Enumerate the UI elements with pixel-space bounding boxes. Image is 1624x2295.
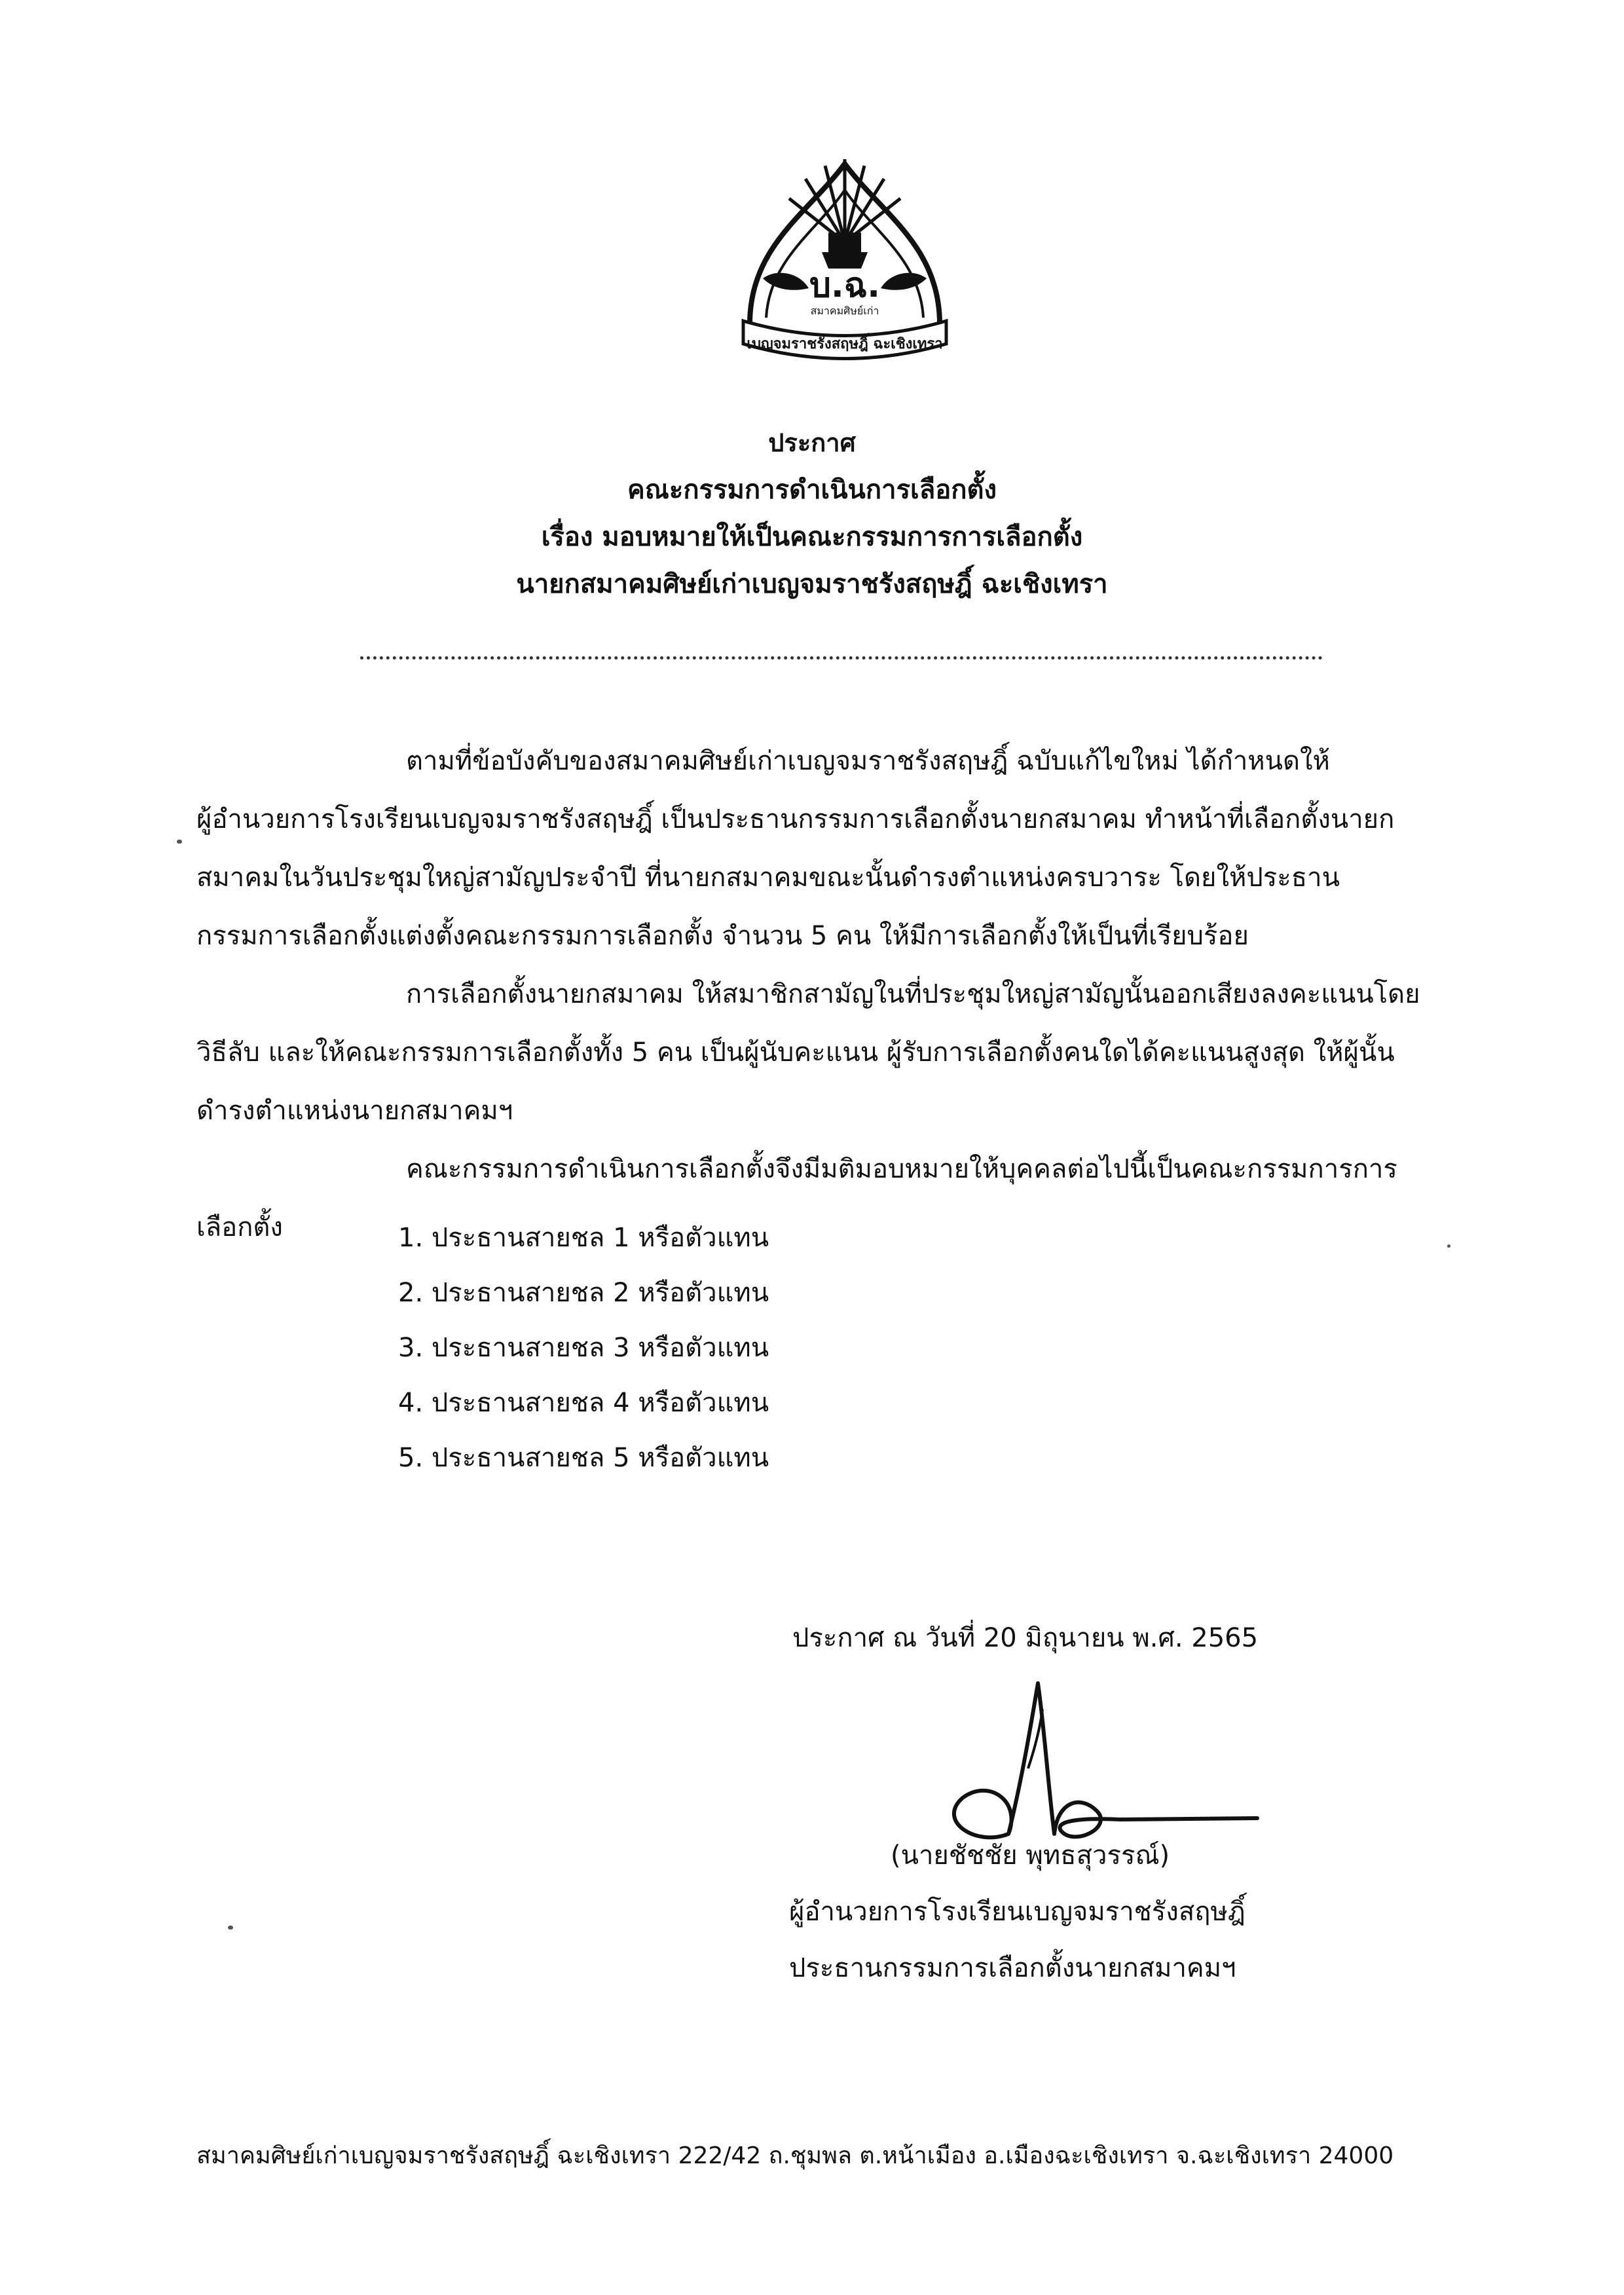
paragraph-1-line-1: ตามที่ข้อบังคับของสมาคมศิษย์เก่าเบญจมราชรังสฤษฎิ์ ฉบับแก้ไขใหม่ ได้กำหนดให้ bbox=[406, 746, 1330, 776]
position-title: นายกสมาคมศิษย์เก่าเบญจมราชรังสฤษฎิ์ ฉะเชิงเทรา bbox=[516, 569, 1108, 599]
signatory-title-2: ประธานกรรมการเลือกตั้งนายกสมาคมฯ bbox=[789, 1953, 1236, 1983]
paragraph-3-line-2: เลือกตั้ง bbox=[196, 1212, 283, 1242]
dotted-divider bbox=[360, 656, 1323, 660]
association-emblem-icon bbox=[737, 154, 953, 377]
scan-speck bbox=[228, 1926, 233, 1930]
appointee-list bbox=[398, 1210, 769, 1485]
list-item: 2. ประธานสายชล 2 หรือตัวแทน bbox=[398, 1278, 769, 1308]
emblem-center-text: บ.ฉ. bbox=[809, 266, 880, 305]
announcement-body bbox=[196, 732, 1480, 1257]
paragraph-2-line-1: การเลือกตั้งนายกสมาคม ให้สมาชิกสามัญในที่ประชุมใหญ่สามัญนั้นออกเสียงลงคะแนนโดย bbox=[406, 979, 1420, 1009]
signatory-name: (นายชัชชัย พุทธสุวรรณ์) bbox=[891, 1840, 1170, 1871]
paragraph-2-line-3: ดำรงตำแหน่งนายกสมาคมฯ bbox=[196, 1096, 513, 1126]
list-item: 3. ประธานสายชล 3 หรือตัวแทน bbox=[398, 1333, 769, 1363]
list-item: 5. ประธานสายชล 5 หรือตัวแทน bbox=[398, 1443, 769, 1473]
paragraph-1-line-2: ผู้อำนวยการโรงเรียนเบญจมราชรังสฤษฎิ์ เป็นประธานกรรมการเลือกตั้งนายกสมาคม ทำหน้าที่เลือกตั้งนายก bbox=[196, 804, 1395, 834]
paragraph-2-line-2: วิธีลับ และให้คณะกรรมการเลือกตั้งทั้ง 5 คน เป็นผู้นับคะแนน ผู้รับการเลือกตั้งคนใดได้คะแนนสูงสุด ให้ผู้นั้น bbox=[196, 1037, 1395, 1068]
committee-name: คณะกรรมการดำเนินการเลือกตั้ง bbox=[627, 475, 997, 505]
scan-speck bbox=[177, 840, 182, 844]
footer-address: สมาคมศิษย์เก่าเบญจมราชรังสฤษฎิ์ ฉะเชิงเทรา 222/42 ถ.ชุมพล ต.หน้าเมือง อ.เมืองฉะเชิงเทรา จ.ฉะเชิงเทรา 24000 bbox=[196, 2142, 1394, 2169]
scan-speck bbox=[1447, 1244, 1450, 1248]
paragraph-1-line-4: กรรมการเลือกตั้งแต่งตั้งคณะกรรมการเลือกตั้ง จำนวน 5 คน ให้มีการเลือกตั้งให้เป็นที่เรียบร้อย bbox=[196, 921, 1249, 951]
paragraph-1-line-3: สมาคมในวันประชุมใหญ่สามัญประจำปี ที่นายกสมาคมขณะนั้นดำรงตำแหน่งครบวาระ โดยให้ประธาน bbox=[196, 863, 1340, 893]
announcement-date: ประกาศ ณ วันที่ 20 มิถุนายน พ.ศ. 2565 bbox=[792, 1623, 1259, 1653]
emblem-crest-text: สมาคมศิษย์เก่า bbox=[810, 305, 879, 317]
list-item: 4. ประธานสายชล 4 หรือตัวแทน bbox=[398, 1388, 769, 1418]
announcement-header bbox=[0, 419, 1624, 608]
list-item: 1. ประธานสายชล 1 หรือตัวแทน bbox=[398, 1223, 769, 1253]
signatory-title-1: ผู้อำนวยการโรงเรียนเบญจมราชรังสฤษฎิ์ bbox=[789, 1897, 1246, 1927]
announcement-title: ประกาศ bbox=[768, 428, 856, 457]
emblem-ribbon-text: เบญจมราชรังสฤษฎิ์ ฉะเชิงเทรา bbox=[747, 336, 943, 352]
signatory-titles bbox=[789, 1884, 1246, 1996]
handwritten-signature bbox=[923, 1670, 1264, 1854]
paragraph-3-line-1: คณะกรรมการดำเนินการเลือกตั้งจึงมีมติมอบหมายให้บุคคลต่อไปนี้เป็นคณะกรรมการการ bbox=[406, 1154, 1397, 1184]
announcement-subject: เรื่อง มอบหมายให้เป็นคณะกรรมการการเลือกตั้ง bbox=[541, 522, 1083, 552]
